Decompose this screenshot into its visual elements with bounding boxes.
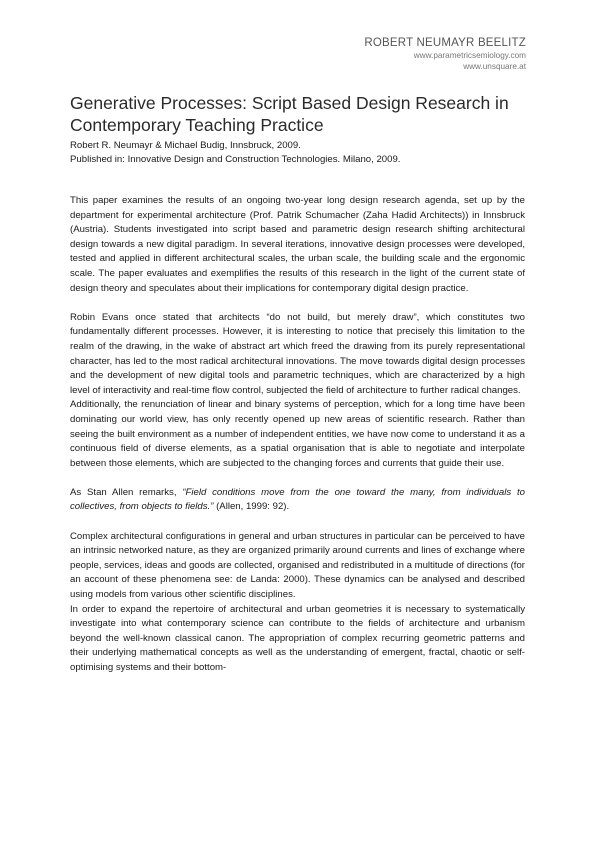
paper-body	[70, 194, 525, 676]
quote-text: “Field conditions move from the one toward the many, from individuals to collectives, from objects to fields.”	[70, 486, 525, 513]
quote-paragraph	[70, 486, 525, 515]
author-name: ROBERT NEUMAYR BEELITZ	[364, 37, 526, 49]
paper-meta	[70, 139, 530, 167]
body-paragraph-2: Additionally, the renunciation of linear and binary systems of perception, which for a long time have been dominating our world view, has only recently opened up new areas of scientific research. Rather than seeing the built environment as a number of independent entities, we have now come to understand it as a continuous field of diverse elements, as a spatial organisation that is able to negotiate and interpolate between those elements, which are subjected to the changing forces and currents that guide their use.	[70, 399, 525, 469]
quote-citation: (Allen, 1999: 92).	[213, 501, 290, 513]
body-paragraph-4: In order to expand the repertoire of architectural and urban geometries it is necessary to systematically investigate into what contemporary science can contribute to the fields of architecture and urbanism beyond the well-known classical canon. The appropriation of complex recurring geometric patterns and their underlying mathematical concepts as well as the understanding of emergent, fractal, chaotic or self-optimising systems and their bottom-	[70, 603, 525, 673]
publication-line: Published in: Innovative Design and Construction Technologies. Milano, 2009.	[70, 154, 401, 165]
abstract-paragraph: This paper examines the results of an ongoing two-year long design research agenda, set up by the department for experimental architecture (Prof. Patrik Schumacher (Zaha Hadid Architects)) in Innsbruck (Austria). Students investigated into script based and parametric design research shifting architectural design towards a new digital paradigm. In several iterations, innovative design processes were developed, tested and applied in different architectural scales, the urban scale, the building scale and the ergonomic scale. The paper evaluates and exemplifies the results of this research in the light of the current state of design theory and speculates about their implications for contemporary digital design practice.	[70, 195, 525, 294]
body-paragraph-3: Complex architectural configurations in general and urban structures in particular can be perceived to have an intrinsic networked nature, as they are organized primarily around currents and lines of exchange where people, services, ideas and goods are collected, organised and redistributed in a multitude of directions (for an account of these phenomena see: de Landa: 2000). These dynamics can be analysed and described using models from various other scientific disciplines.	[70, 530, 525, 601]
paper-title: Generative Processes: Script Based Design Research in Contemporary Teaching Practice	[70, 93, 509, 135]
authors-line: Robert R. Neumayr & Michael Budig, Innsbruck, 2009.	[70, 140, 301, 151]
body-paragraph-1: Robin Evans once stated that architects “do not build, but merely draw”, which constitutes two fundamentally different processes. However, it is interesting to notice that precisely this limitation to the realm of the drawing, in the wake of abstract art which freed the drawing from its purely representational character, has led to the most radical architectural innovations. The move towards digital design processes and the development of new digital tools and parametric techniques, which are characterized by a high level of interactivity and real-time flow control, subjected the field of architecture to further radical changes.	[70, 311, 525, 396]
quote-intro: As Stan Allen remarks,	[70, 486, 183, 498]
page-header	[364, 36, 526, 72]
website-link-parametricsemiology[interactable]: www.parametricsemiology.com	[413, 51, 526, 60]
website-link-unsquare[interactable]: www.unsquare.at	[463, 62, 526, 71]
